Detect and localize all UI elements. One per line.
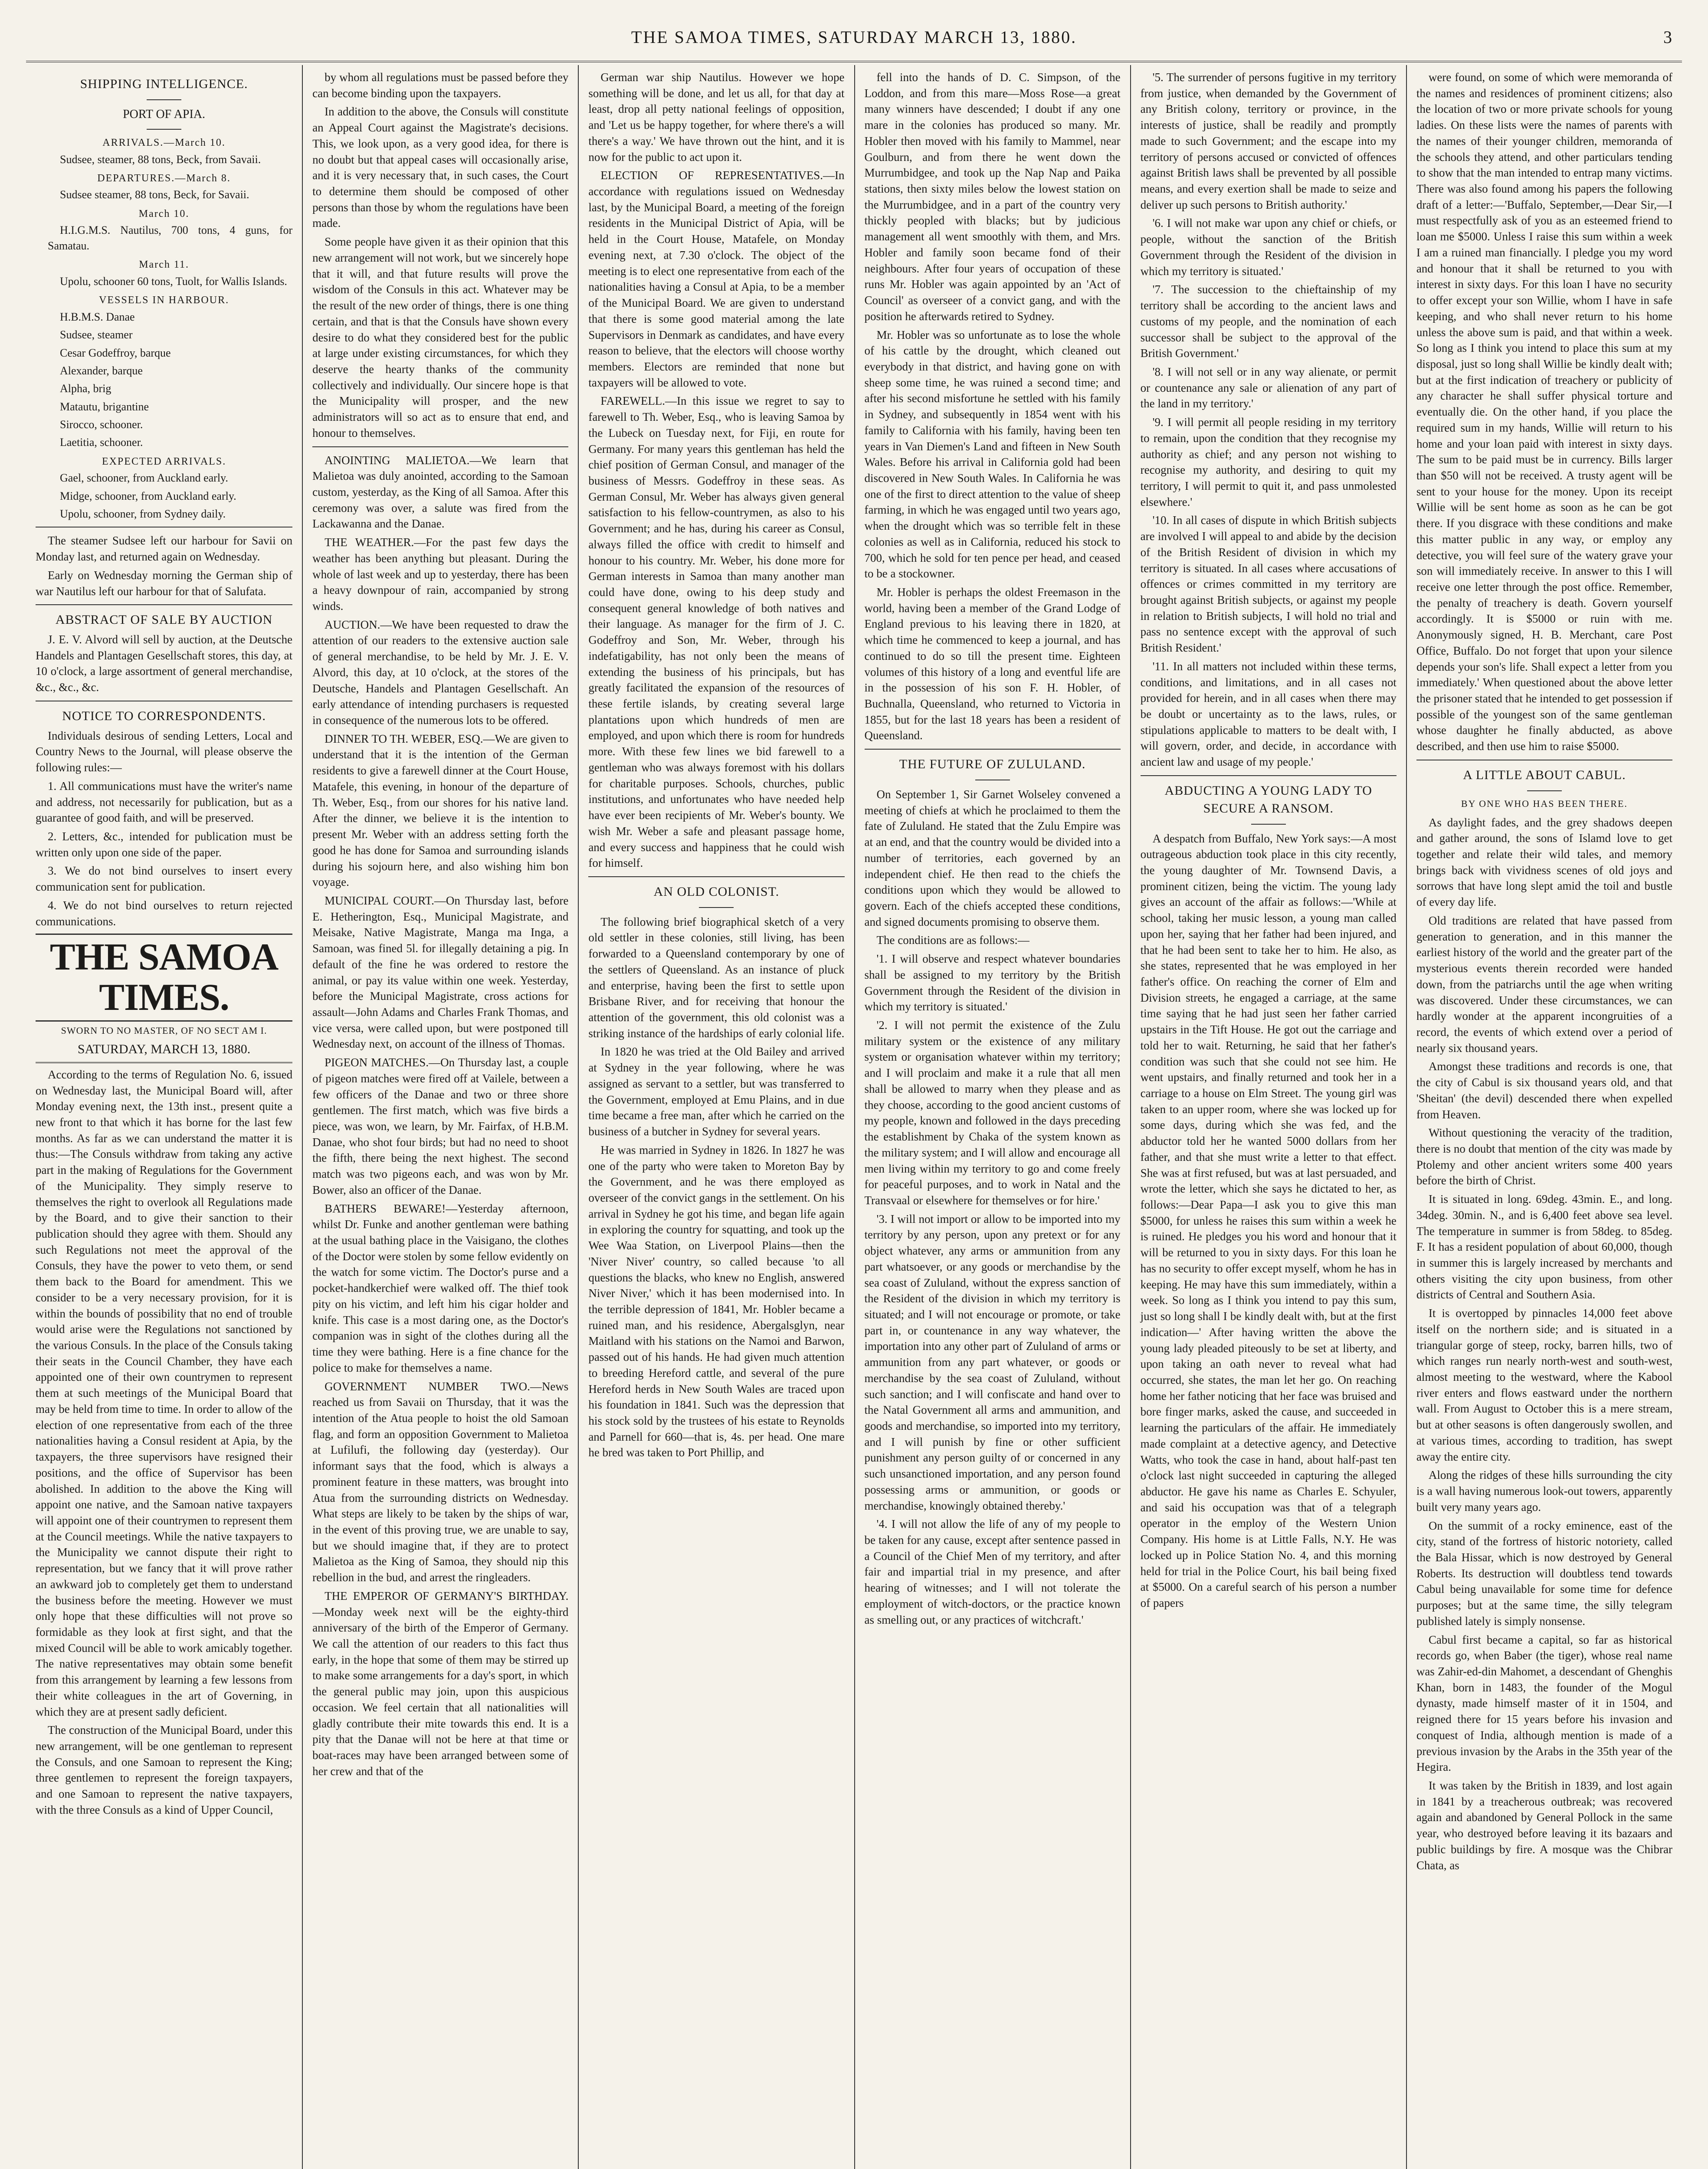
paragraph: '4. I will not allow the life of any of my people to be taken for any cause, except after sentence passed in a Council of the Chief Men of my territory, and after fair and impartial trial in my presence, and after hearing of witnesses; and I will not tolerate the employment of witch-doctors, or the practice known as smelling out, or any practices of witchcraft.' (864, 1517, 1121, 1626)
header-rule (26, 61, 1682, 62)
date-heading: March 11. (139, 259, 189, 271)
paragraph: THE WEATHER.—For the past few days the weather has been anything but pleasant. During the whole of last week and up to yesterday, there has been a heavy downpour of rain, accompanied by strong winds. (312, 536, 569, 613)
arrivals-heading: ARRIVALS.—March 10. (102, 137, 226, 148)
paragraph: '11. In all matters not included within these terms, conditions, and limitations, and in all cases not provided for herein, and in all cases when there may be doubt or uncertainty as to the laws, rules, or stipulations applicable to matters to be dealt with, I will govern, order, and decide, in accordance with ancient law and usage of my people.' (1140, 659, 1397, 769)
paragraph: ELECTION OF REPRESENTATIVES.—In accordance with regulations issued on Wednesday last, by the Municipal Board, a meeting of the foreign residents in the Municipal District of Apia, will be held in the Court House, Matafele, on Monday evening next, at 7.30 o'clock. The object of the meeting is to elect one representative from each of the nationalities having a Consul at Apia, to be a member of the Municipal Board. We are given to understand that there is some good material among the late Supervisors in Denmark as candidates, and have every reason to believe, that the electors will choose worthy members. Electors are reminded that none but taxpayers will be allowed to vote. (588, 169, 845, 389)
paragraph: Mr. Hobler was so unfortunate as to lose the whole of his cattle by the drought, which cleaned out everybody in that district, and having gone on with sheep some time, he was ruined a second time; and after his second misfortune he settled with his family in Sydney, and subsequently in 1854 went with his family to California with his family, having been ten years in Van Diemen's Land and fifteen in New South Wales. Before his arrival in California gold had been discovered in New South Wales. In California he was one of the first to direct attention to the value of sheep farming, in which he was engaged until two years ago, when the drought which was so terrible felt in these colonies as well as in California, reduced his stock to 700, which he sold for ten pence per head, and ceased to be a stockowner. (864, 328, 1121, 580)
divider (36, 604, 292, 605)
paragraph: It is overtopped by pinnacles 14,000 feet above itself on the northern side; and is situated in a triangular gorge of steep, rocky, barren hills, two of which ranges run nearly north-west and south-west, almost meeting to the westward, where the Kabool river enters and flows eastward under the northern wall. From August to October this is a mere stream, but at other seasons is often dangerously swollen, and at various times, according to tradition, has swept away the entire city. (1416, 1307, 1672, 1463)
vessel-entry: Sudsee, steamer (60, 328, 133, 341)
column-6 (1406, 65, 1682, 2169)
column-2 (302, 65, 578, 2169)
departures-heading: DEPARTURES.—March 8. (97, 172, 231, 184)
expected-entry: Midge, schooner, from Auckland early. (60, 489, 236, 502)
vessel-entry: Alpha, brig (60, 382, 111, 395)
departure-entry: Sudsee steamer, 88 tons, Beck, for Savaii. (60, 188, 249, 201)
vessel-entry: Sirocco, schooner. (60, 418, 143, 431)
paragraph: German war ship Nautilus. However we hope something will be done, and let us all, for that day at least, drop all petty national feelings of opposition, and 'Let us be happy together, for where there's a will there's a way.' We have thrown out the hint, and it is now for the public to act upon it. (588, 71, 845, 164)
paragraph: He was married in Sydney in 1826. In 1827 he was one of the party who were taken to Moreton Bay by the Government, and he was there employed as overseer of the convict gangs in the settlement. On his arrival in Sydney he got his time, and began life again in exploring the country for squatting, and took up the Wee Waa Station, on Liverpool Plains—then the 'Niver Niver' country, so called because 'to all questions the blacks, who knew no English, answered Niver Niver,' which it has been modernised into. In the terrible depression of 1841, Mr. Hobler became a ruined man, and his residence, Abergalsglyn, near Maitland with his stations on the Namoi and Barwon, passed out of his hands. He had given much attention to breeding Hereford cattle, and several of the pure Hereford herds in New South Wales are traced upon his foundation in 1841. Such was the depression that his stock sold by the trustees of his estate to Reynolds and Parnell for 660—that is, 4s. per head. One mare he bred was taken to Port Phillip, and (588, 1143, 845, 1459)
paragraph: THE EMPEROR OF GERMANY'S BIRTHDAY.—Monday week next will be the eighty-third anniversary of the birth of the Emperor of Germany. We call the attention of our readers to this fact thus early, in the hope that some of them may be stirred up to make some arrangements for a day's sport, in which the general public may join, upon this auspicious occasion. We feel certain that all nationalities will gladly contribute their mite towards this end. It is a pity that the Danae will not be here at that time or boat-races may have been arranged between some of her crew and that of the (312, 1589, 569, 1778)
paragraph: In 1820 he was tried at the Old Bailey and arrived at Sydney in the year following, where he was assigned as servant to a settler, but was transferred to the Government, employed at Emu Plains, and in due time became a free man, after which he carried on the business of a butcher in Sydney for several years. (588, 1045, 845, 1138)
divider (147, 99, 181, 100)
expected-heading: EXPECTED ARRIVALS. (102, 455, 226, 467)
paragraph: '5. The surrender of persons fugitive in my territory from justice, when demanded by the Government of any British colony, territory or province, in the interests of justice, shall be readily and promptly made to such Government; and the escape into my territory of persons accused or convicted of offences against British laws shall be prevented by all possible means, and every exertion shall be made to seize and deliver up such persons to British authority.' (1140, 71, 1397, 211)
divider (1251, 824, 1286, 825)
paragraph: On September 1, Sir Garnet Wolseley convened a meeting of chiefs at which he proclaimed to them the fate of Zululand. He stated that the Zulu Empire was at an end, and that the country would be divided into a number of territories, each governed by an independent chief. He then read to the chiefs the conditions upon which they would be allowed to govern. Each of the chiefs accepted these conditions, and signed documents promising to observe them. (864, 787, 1121, 928)
paragraph: BATHERS BEWARE!—Yesterday afternoon, whilst Dr. Funke and another gentleman were bathing at the usual bathing place in the Vaisigano, the clothes of the Doctor were stolen by some fellow evidently on the watch for some victim. The Doctor's purse and a pocket-handkerchief were walked off. The thief took pity on his victim, and left him his cigar holder and knife. This case is a most daring one, as the Doctor's companion was in sight of the clothes during all the time they were bathing. Here is a fine chance for the police to make for themselves a name. (312, 1202, 569, 1374)
columns (26, 65, 1682, 2169)
vessel-entry: Matautu, brigantine (60, 400, 149, 413)
column-4 (854, 65, 1130, 2169)
abduction-title: ABDUCTING A YOUNG LADY TO SECURE A RANSOM. (1164, 783, 1372, 816)
paragraph: Old traditions are related that have passed from generation to generation, and in this manner the earliest history of the world and the greater part of the mysterious events therein recorded were handed down, from the patriarchs until the age when writing was discovered. Under these circumstances, we can hardly wonder at the apparent incongruities of a record, the events of which extend over a period of nearly six thousand years. (1416, 914, 1672, 1055)
paragraph: '8. I will not sell or in any way alienate, or permit or countenance any sale or alienation of any part of the land in my territory.' (1140, 365, 1397, 410)
paragraph: '2. I will not permit the existence of the Zulu military system or the existence of any military system or organisation whatever within my territory; and I will proclaim and make it a rule that all men shall be allowed to marry when they please and as they choose, according to the good ancient customs of my people, known and followed in the days preceding the establishment by Chaka of the system known as the military system; and I will allow and encourage all men living within my territory to go and come freely for peaceful purposes, and to work in Natal and the Transvaal or elsewhere for themselves or for hire.' (864, 1019, 1121, 1207)
paragraph: The following brief biographical sketch of a very old settler in these colonies, still living, has been forwarded to a Queensland contemporary by one of the settlers of Queensland. As an instance of pluck and enterprise, having been the first to settle upon Brisbane River, and for receiving that honour the attention of the government, this old colonist was a striking instance of the hardships of early colonial life. (588, 915, 845, 1040)
paragraph: MUNICIPAL COURT.—On Thursday last, before E. Hetherington, Esq., Municipal Magistrate, and Meisake, Native Magistrate, Manga ma Inga, a Samoan, was fined 5l. for illegally detaining a pig. In default of the fine he was ordered to restore the animal, or pay its value within one week. Yesterday, before the Municipal Magistrate, cross actions for assault—John Adams and Charles Frank Thomas, and vice versa, were called upon, but were postponed till Wednesday next, on account of the illness of Thomas. (312, 894, 569, 1051)
paragraph: On the summit of a rocky eminence, east of the city, stand of the fortress of historic notoriety, called the Bala Hissar, which is now destroyed by General Roberts. Its destruction will doubtless tend towards Cabul being unavailable for some time for defence purposes; but at the same time, the silly telegram published lately is simply nonsense. (1416, 1519, 1672, 1628)
paragraph: Some people have given it as their opinion that this new arrangement will not work, but we sincerely hope that it will, and that future results will prove the wisdom of the Consuls in this act. Whatever may be the result of the new order of things, there is one thing certain, and that is that the Consuls have shown every desire to do what they considered best for the public at large under existing circumstances, for which they deserve the hearty thanks of the community collectively and individually. Our sincere hope is that the Municipality will prosper, and the new administrators will so act as to ensure that end, and honour to themselves. (312, 235, 569, 439)
paragraph: '10. In all cases of dispute in which British subjects are involved I will appeal to and abide by the decision of the British Resident of division in which my territory is situated. In all cases where accusations of offences or crimes committed in my territory are brought against British subjects, or against my people in relation to British subjects, I will hold no trial and pass no sentence except with the approval of such British Resident.' (1140, 514, 1397, 655)
paragraph: As daylight fades, and the grey shadows deepen and gather around, the sons of Islamd love to get together and relate their wild tales, and memory brings back with vividness scenes of old joys and sorrows that have long slept amid the toil and bustle of every day life. (1416, 816, 1672, 909)
departure-entry: Upolu, schooner 60 tons, Tuolt, for Wallis Islands. (60, 275, 287, 288)
paragraph: by whom all regulations must be passed before they can become binding upon the taxpayers. (312, 71, 569, 100)
paragraph: Early on Wednesday morning the German ship of war Nautilus left our harbour for that of Salufata. (36, 568, 293, 598)
paragraph: GOVERNMENT NUMBER TWO.—News reached us from Savaii on Thursday, that it was the intention of the Atua people to hoist the old Samoan flag, and form an opposition Government to Malietoa at Lufilufi, the following day (yesterday). Our informant says that the food, which is always a prominent feature in these matters, was brought into Atua from the surrounding districts on Wednesday. What steps are likely to be taken by the ships of war, in the event of this proving true, we are unable to say, but we should imagine that, if they are to protect Malietoa as the King of Samoa, they should nip this rebellion in the bud, and arrest the ringleaders. (312, 1379, 569, 1584)
paragraph: The conditions are as follows:— (876, 934, 1029, 947)
paragraph: fell into the hands of D. C. Simpson, of the Loddon, and from this mare—Moss Rose—a great many winners have descended; I doubt if any one mare in the colonies has produced so many. Mr. Hobler then moved with his family to Mammel, near Goulburn, and from there he went down the Murrumbidgee, and took up the Nap Nap and Paika stations, then sixty miles below the lowest station on the Murrumbidgee, and in a part of the country very thickly peopled with blacks; but by judicious management all went smoothly with them, and Mrs. Hobler and family soon became fond of their neighbours. After four years of occupation of these runs Mr. Hobler was again appointed by an 'Act of Council' as overseer of a convict gang, and with the position he afterwards retired to Sydney. (864, 71, 1121, 323)
colonist-title: AN OLD COLONIST. (653, 884, 780, 899)
paragraph: DINNER TO TH. WEBER, ESQ.—We are given to understand that it is the intention of the German residents to give a farewell dinner at the Court House, Matafele, this evening, in honour of the departure of Th. Weber, Esq., from our shores for his native land. After the dinner, we believe it is the intention to present Mr. Weber with an address setting forth the good he has done for Samoa and surrounding islands during his sojourn here, and also wishing him bon voyage. (312, 732, 569, 889)
paragraph: FAREWELL.—In this issue we regret to say to farewell to Th. Weber, Esq., who is leaving Samoa by the Lubeck on Tuesday next, for Fiji, en route for Germany. For many years this gentleman has held the chief position of German Consul, and manager of the business of Messrs. Godeffroy in these seas. As German Consul, Mr. Weber has always given general satisfaction to his fellow-countrymen, as also to his Government; and he has, during his career as Consul, always filled the office with credit to himself and honour to his country. Mr. Weber, his done more for German interests in Samoa than many another man could have done, owing to his deep study and consequent general knowledge of both natives and their language. As manager for the firm of J. C. Godeffroy and Son, Mr. Weber, through his indefatigability, has not only been the means of extending the business of his principals, but has greatly facilitated the expansion of the resources of these fertile islands, by creating several large plantations upon which hundreds of men are employed, and upon which there is room for hundreds more. With these few lines we bid farewell to a gentleman who was always foremost with his dollars for charitable purposes. Schools, churches, public institutions, and unfortunates who have needed help have ever been recipients of Mr. Weber's bounty. We wish Mr. Weber a safe and pleasant passage home, and every success and happiness that he could wish for himself. (588, 394, 845, 870)
paragraph: AUCTION.—We have been requested to draw the attention of our readers to the extensive auction sale of general merchandise, to be held by Mr. J. E. V. Alvord, this day, at 10 o'clock, at the stores of the Deutsche, Handels and Plantagen Gesellschaft. An early attendance of intending purchasers is requested in consequence of the numerous lots to be offered. (312, 618, 569, 727)
paragraph: Individuals desirous of sending Letters, Local and Country News to the Journal, will please observe the following rules:— (36, 729, 293, 774)
abstract-title: ABSTRACT OF SALE BY AUCTION (55, 613, 273, 627)
paragraph: It was taken by the British in 1839, and lost again in 1841 by a treacherous outbreak; was recovered again and abandoned by General Pollock in the same year, who destroyed before leaving it its bazaars and public buildings by fire. A mosque was the Chibrar Chata, as (1416, 1779, 1672, 1872)
vessel-entry: Cesar Godeffroy, barque (60, 346, 171, 359)
cabul-byline: BY ONE WHO HAS BEEN THERE. (1461, 798, 1628, 809)
vessels-heading: VESSELS IN HARBOUR. (99, 295, 229, 306)
divider (147, 129, 181, 130)
divider (1141, 775, 1397, 776)
expected-entry: Gael, schooner, from Auckland early. (60, 472, 228, 485)
divider (699, 907, 734, 908)
column-5 (1130, 65, 1406, 2169)
paragraph: 1. All communications must have the writer's name and address, not necessarily for publication, but as a guarantee of good faith, and will be preserved. (36, 779, 293, 825)
paragraph: '7. The succession to the chieftainship of my territory shall be according to the ancient laws and customs of my people, and the nomination of each successor shall be subject to the approval of the British Government.' (1140, 283, 1397, 360)
notice-title: NOTICE TO CORRESPONDENTS. (62, 708, 266, 723)
divider (1527, 790, 1562, 791)
paragraph: 4. We do not bind ourselves to return rejected communications. (36, 898, 293, 928)
shipping-title: SHIPPING INTELLIGENCE. (80, 77, 248, 91)
vessel-entry: H.B.M.S. Danae (60, 310, 135, 323)
paragraph: Mr. Hobler is perhaps the oldest Freemason in the world, having been a member of the Grand Lodge of England previous to his leaving there in 1820, at which time he commenced to keep a journal, and has continued to do so till the present time. Eighteen volumes of this history of a long and eventful life are in the possession of his son F. H. Hobler, of Buchnalla, Queensland, who returned to Victoria in 1855, but for the last 18 years has been a resident of Queensland. (864, 586, 1121, 742)
paragraph: ANOINTING MALIETOA.—We learn that Malietoa was duly anointed, according to the Samoan custom, yesterday, as the King of all Samoa. After this ceremony was over, a salute was fired from the Lackawanna and the Danae. (312, 453, 569, 531)
column-3 (578, 65, 854, 2169)
page-number: 3 (1663, 27, 1673, 47)
paragraph: '9. I will permit all people residing in my territory to remain, upon the condition that they recognise my authority as chief; and any person not wishing to recognise my authority, and desiring to quit my territory, I will permit to quit it, and pass unmolested elsewhere.' (1140, 416, 1397, 508)
divider (36, 527, 292, 528)
paragraph: A despatch from Buffalo, New York says:—A most outrageous abduction took place in this city recently, the young daughter of Mr. Townsend Davis, a prominent citizen, being the victim. The young lady gives an account of the affair as follows:—'While at school, taking her music lesson, a young man called upon her, saying that her father had been injured, and that he had been sent to take her to him. He also, as she states, represented that he was employed in her father's office. On reaching the corner of Elm and Division streets, he engaged a carriage, at the same time saying that he had just seen her father carried upstairs in the Tift House. He got out the carriage and told her to wait. Returning, he said that her father's condition was such that she could not see him. He went upstairs, and finally returned and took her in a carriage to a house on Elm Street. The young girl was taken to an upper room, where she was locked up for some days, during which she was fed, and the abductor told her he wanted 5000 dollars from her father, and that she must write a letter to that effect. She was at first refused, but was at last persuaded, and wrote the letter, which she says he dictated to her, as follows:—Dear Papa—I ask you to give this man $5000, for unless he raises this sum within a week he is ruined. He pledges you his word and honour that it will be returned to you in sixty days. For this loan he has no security to offer except myself, whom he has in keeping. He may have this sum immediately, within a week. So long as I think you intend to pay this sum, just so long shall I be kindly dealt with, but at the first indication—' After having written the above the young lady pleaded piteously to be set at liberty, and upon taking an oath never to reveal what had occurred, she states, the man let her go. On reaching home her father noticing that her face was bruised and bore finger marks, asked the cause, and succeeded in learning the particulars of the affair. He immediately made complaint at a detective agency, and Detective Watts, who took the case in hand, about half-past ten o'clock last night succeeded in capturing the alleged abductor. He gave his name as Charles E. Schyuler, and said his occupation was that of a telegraph operator in the employ of the Western Union Company. His home is at Little Falls, N.Y. He was locked up in Police Station No. 4, and this morning held for trial in the Police Court, his bail being fixed at $5000. On a careful search of his person a number of papers (1140, 832, 1397, 1609)
paragraph: Cabul first became a capital, so far as historical records go, when Baber (the tiger), whose real name was Zahir-ed-din Mahomet, a descendant of Ghenghis Khan, born in 1483, the founder of the Mogul dynasty, made himself master of it in 1504, and reigned there for 15 years before his invasion and conquest of India, although mention is made of a previous invasion by the Arabs in the 35th year of the Hegira. (1416, 1633, 1672, 1774)
paragraph: Amongst these traditions and records is one, that the city of Cabul is six thousand years old, and that 'Sheitan' (the devil) descended there when expelled from Heaven. (1416, 1060, 1672, 1121)
paragraph: PIGEON MATCHES.—On Thursday last, a couple of pigeon matches were fired off at Vailele, between a few officers of the Danae and two or three shore gentlemen. The first match, which was five birds a piece, was won, we learn, by Mr. Fairfax, of H.B.M. Danae, who shot four birds; but had no need to shoot the fifth, there being the next highest. The second match was two pigeons each, and was won by Mr. Bower, also an officer of the Danae. (312, 1056, 569, 1196)
paragraph: The steamer Sudsee left our harbour for Savii on Monday last, and returned again on Wednesday. (36, 534, 293, 564)
paragraph: '1. I will observe and respect whatever boundaries shall be assigned to my territory by the British Government through the Resident of the division in which my territory is situated.' (864, 952, 1121, 1013)
dateline: SATURDAY, MARCH 13, 1880. (36, 1041, 292, 1063)
expected-entry: Upolu, schooner, from Sydney daily. (60, 508, 226, 521)
paragraph: J. E. V. Alvord will sell by auction, at the Deutsche Handels and Plantagen Gesellschaft stores, this day, at 10 o'clock, a large assortment of general merchandise, &c., &c., &c. (36, 633, 293, 694)
arrival-entry: Sudsee, steamer, 88 tons, Beck, from Savaii. (60, 153, 261, 166)
divider (865, 749, 1121, 750)
paragraph: 2. Letters, &c., intended for publication must be written only upon one side of the paper. (36, 830, 293, 859)
cabul-title: A LITTLE ABOUT CABUL. (1463, 767, 1626, 782)
divider (588, 876, 844, 877)
masthead: THE SAMOA TIMES. (36, 934, 292, 1022)
paragraph: '3. I will not import or allow to be imported into my territory by any person, upon any pretext or for any object whatever, any arms or ammunition from any part whatsoever, or any goods or merchandise by the sea coast of Zululand, without the express sanction of the Resident of the division in which my territory is situated; and I will not encourage or promote, or take part in, or countenance in any way whatever, the importation into any other part of Zululand of arms or ammunition from any part whatever, or goods or merchandise by the sea coast of Zululand, without such sanction; and I will confiscate and hand over to the Natal Government all arms and ammunition, and goods and merchandise, so imported into my territory, and I will punish by fine or other sufficient punishment any person guilty of or concerned in any such unsanctioned importation, and any person found possessing arms or ammunition, or goods or merchandise, knowingly obtained thereby.' (864, 1212, 1121, 1512)
paragraph: Without questioning the veracity of the tradition, there is no doubt that mention of the city was made by Ptolemy and other ancient writers some 400 years before the birth of Christ. (1416, 1126, 1672, 1187)
departure-entry: H.I.G.M.S. Nautilus, 700 tons, 4 guns, for Samatau. (48, 224, 293, 252)
vessel-entry: Laetitia, schooner. (60, 436, 143, 449)
paragraph: In addition to the above, the Consuls will constitute an Appeal Court against the Magistrate's decisions. This, we look upon, as a very good idea, for there is no doubt but that appeal cases will occasionally arise, and it is very necessary that, in such cases, the Court to determine them should be composed of other persons than those by whom the regulations have been made. (312, 105, 569, 230)
paragraph: were found, on some of which were memoranda of the names and residences of prominent citizens; also the location of two or more private schools for young ladies. On these lists were the names of parents with the names of their younger children, memoranda of the schools they attend, and other particulars tending to show that the man intended to entrap many victims. There was also found among his papers the following draft of a letter:—'Buffalo, September,—Dear Sir,—I must respectfully ask of you as an esteemed friend to loan me $5000. Unless I raise this sum within a week I am a ruined man financially. I pledge you my word and honour that it shall be returned to you with interest in sixty days. For this loan I have no security to offer except your son Willie, whom I have in safe keeping, and who shall never return to his home unless the above sum is paid, and that within a week. So long as I think you intend to place this sum at my disposal, just so long shall Willie be kindly dealt with; but at the first indication of treachery or publicity of any character he shall suffer physical torture and eventually die. On the other hand, if you place the required sum in my hands, Willie will return to his home and your loan paid with interest in sixty days. The sum to be paid must be in currency. Bills larger than $50 will not be received. A trusty agent will be sent to your house for the money. Upon its receipt Willie will be sent home as soon as he can be got there. If you disgrace with these conditions and make this matter public in any way, or employ any detective, you will feel sure of the watery grave your son will immediately receive. In answer to this I will receive one letter through the post office. Remember, the penalty of treachery is death. Govern yourself accordingly. It is $5000 or ruin with me. Anonymously signed, H. B. Merchant, care Post Office, Buffalo. Do not forget that upon your silence depends your son's life. Shall expect a letter from you immediately.' When questioned about the above letter the prisoner stated that he intended to get possession if possible of the youngest son of the same gentleman whose daughter he finally abducted, as above described, and then use him to raise $5000. (1416, 71, 1672, 753)
paragraph: '6. I will not make war upon any chief or chiefs, or people, without the sanction of the British Government through the Resident of the division in which my territory is situated.' (1140, 216, 1397, 278)
paragraph: 3. We do not bind ourselves to insert every communication sent for publication. (36, 864, 293, 894)
date-heading: March 10. (138, 208, 190, 220)
zululand-title: THE FUTURE OF ZULULAND. (899, 757, 1086, 772)
page-header (26, 17, 1682, 56)
vessel-entry: Alexander, barque (60, 364, 143, 377)
divider (312, 446, 568, 447)
header-title: THE SAMOA TIMES, SATURDAY MARCH 13, 1880. (631, 27, 1077, 47)
paragraph: It is situated in long. 69deg. 43min. E., and long. 34deg. 30min. N., and is 6,400 feet above sea level. The temperature in summer is from 58deg. to 85deg. F. It has a resident population of about 60,000, though in summer this is largely increased by merchants and others visiting the city upon business, from other districts of Central and Southern Asia. (1416, 1193, 1672, 1301)
paragraph: The construction of the Municipal Board, under this new arrangement, will be one gentleman to represent the Consuls, and one Samoan to represent the King; three gentlemen to represent the foreign taxpayers, and one Samoan to represent the native taxpayers, with the three Consuls as a kind of Upper Council, (36, 1723, 293, 1816)
lead-paragraph: According to the terms of Regulation No. 6, issued on Wednesday last, the Municipal Board will, after Monday evening next, the 13th inst., present quite a new front to that which it has borne for the last few months. As far as we can understand the matter it is thus:—The Consuls withdraw from taking any active part in the making of Regulations for the Government of the Municipality. They simply reserve to themselves the right to overlook all Regulations made by the Board, and to give their sanction to their publication should they agree with them. Should any such Regulations not meet the approval of the Consuls, they have the power to veto them, or send them back to the Board for amendment. This we consider to be a very necessary provision, for it is within the bounds of possibility that no end of trouble would arise were the Regulations not sanctioned by the various Consuls. In the place of the Consuls taking their seats in the Council Chamber, they have each appointed one of their own countrymen to represent them at such meetings of the Municipal Board that may be held from time to time. In order to allow of the election of one representative from each of the three nationalities having a Consul resident at Apia, by the taxpayers, the three supervisors have resigned their positions, and the office of Supervisor has been abolished. In addition to the above the King will appoint one native, and the Samoan native taxpayers will appoint one of their countrymen to represent them at the Council meetings. While the native taxpayers to the Municipality we cannot dispute their right to representation, but we fancy that it will prove rather an awkward job to completely get them to understand the business before the meeting. However we must only hope that these difficulties will not prove so formidable as they look at first sight, and that the mixed Council will be able to work amicably together. The native representatives may obtain some benefit from this arrangement by learning a few lessons from their white colleagues in the art of Governing, in which they are at present sadly deficient. (36, 1068, 293, 1718)
port-title: PORT OF APIA. (123, 107, 206, 121)
motto: SWORN TO NO MASTER, OF NO SECT AM I. (61, 1025, 267, 1036)
paragraph: Along the ridges of these hills surrounding the city is a wall having numerous look-out towers, apparently built very many years ago. (1416, 1468, 1672, 1514)
column-1 (26, 65, 302, 2169)
